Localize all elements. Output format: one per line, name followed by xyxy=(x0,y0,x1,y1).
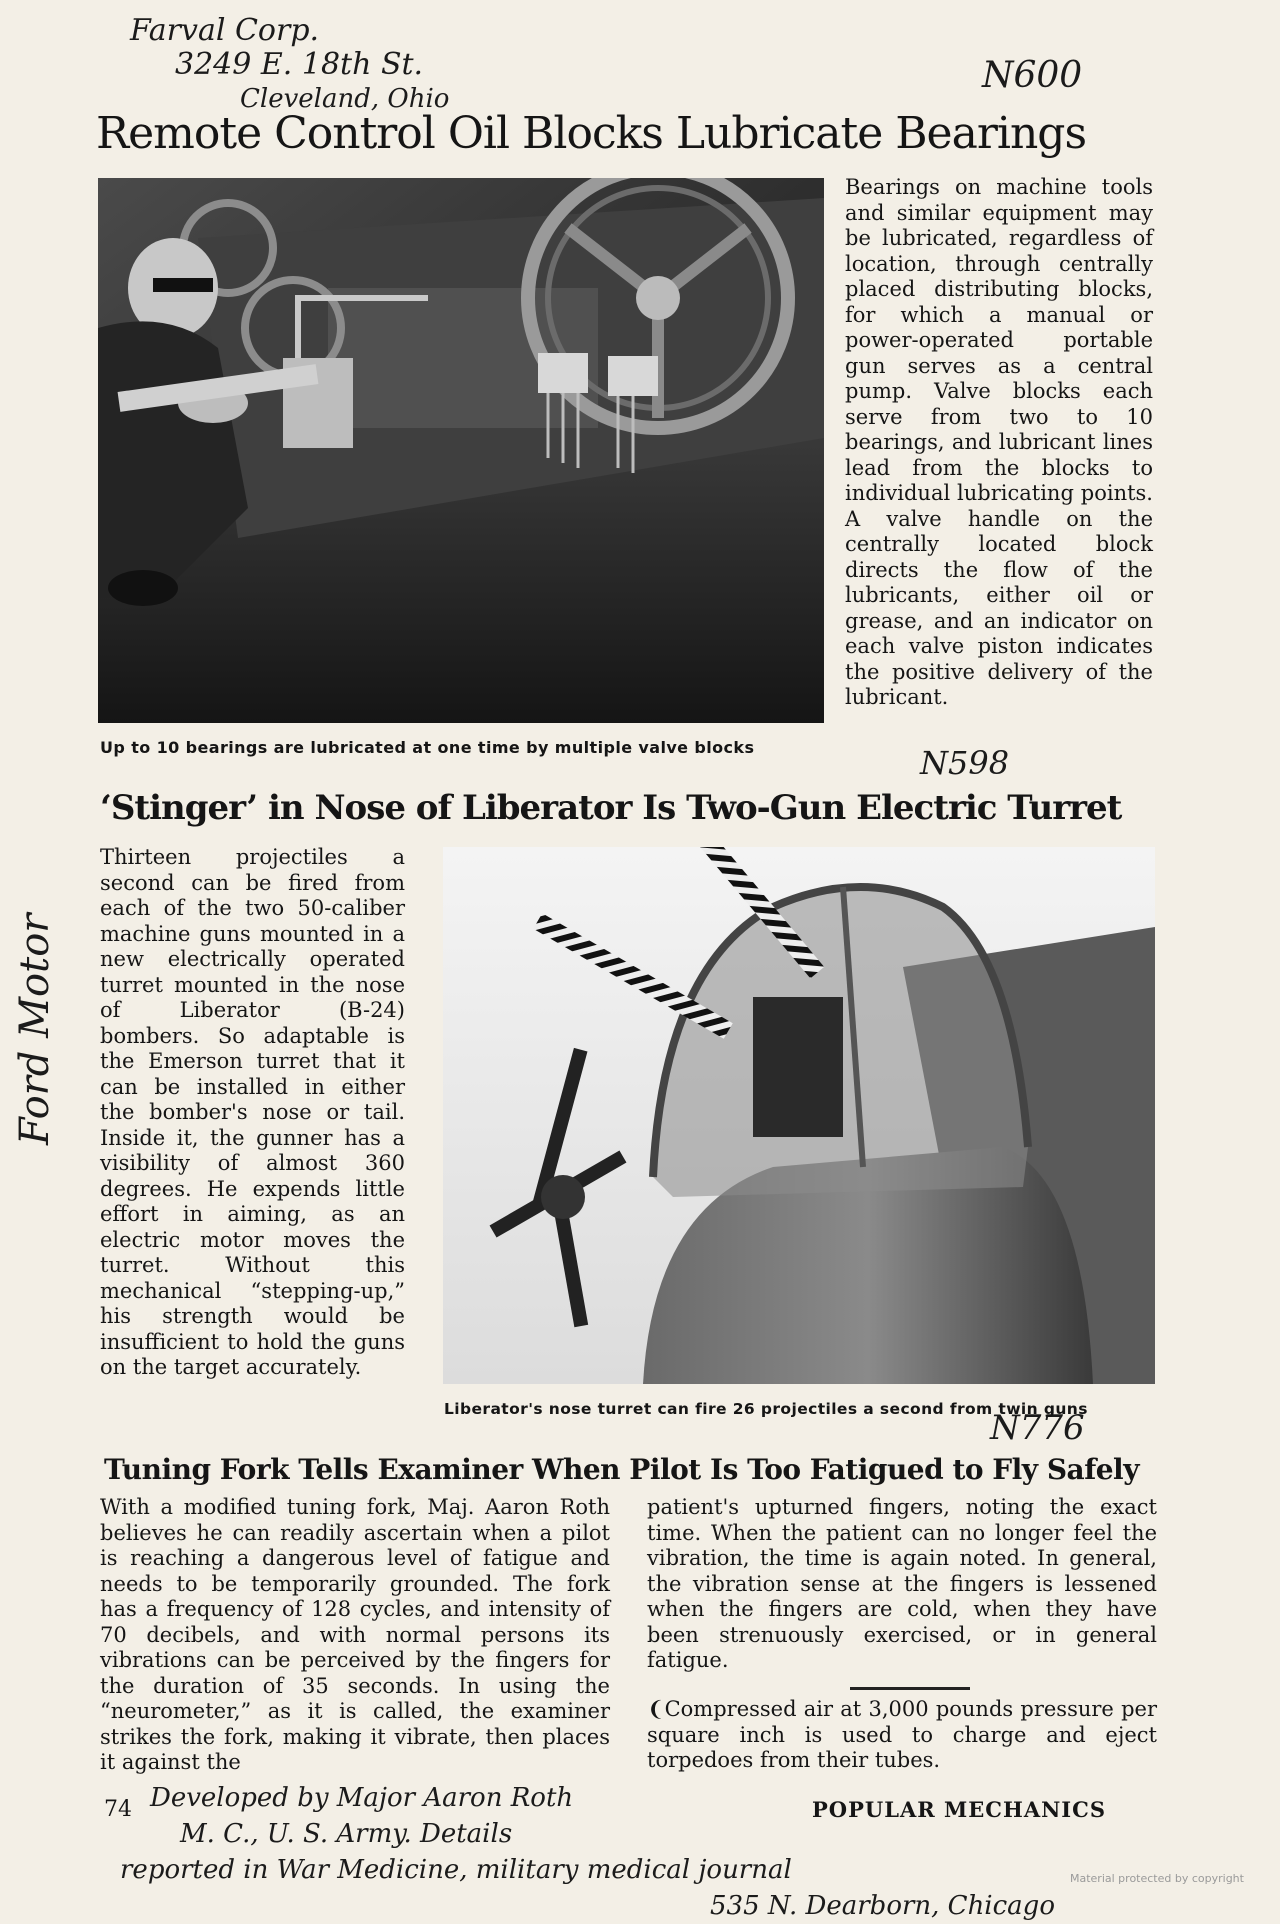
body-oil-blocks: Bearings on machine tools and similar equipment may be lubricated, regardless of location, through centrally placed distributing blocks, for which a manual or power-operated portable gun serves as a central pump. Valve blocks each serve from two to 10 bearings, and lubricant lines lead from the blocks to individual lubricating points. A valve handle on the centrally located block directs the flow of the lubricants, either oil or grease, and an indicator on each valve piston indicates the positive delivery of the lubricant. xyxy=(845,175,1153,709)
page-number: 74 xyxy=(104,1797,132,1822)
body-tuning-fork-col2: patient's upturned fingers, noting the exact time. When the patient can no longer feel the vibration, the time is again noted. In general, the vibration sense at the fingers is lessened when the fingers are cold, when they have been strenuously exercised, or in general fatigue. xyxy=(647,1495,1157,1672)
body-tuning-fork-col1: With a modified tuning fork, Maj. Aaron Roth believes he can readily ascertain when a pilot is reaching a dangerous level of fatigue and needs to be temporarily grounded. The fork has a frequency of 128 cycles, and intensity of 70 decibels, and with normal persons its vibrations can be perceived by the fingers for the duration of 35 seconds. In using the “neurometer,” as it is called, the examiner strikes the fork, making it vibrate, then places it against the xyxy=(100,1495,610,1774)
headline-stinger: ‘Stinger’ in Nose of Liberator Is Two-Gun Electric Turret xyxy=(100,788,1122,828)
handwritten-code-n600: N600 xyxy=(982,55,1083,96)
handwritten-address xyxy=(130,14,449,116)
divider-rule xyxy=(850,1687,970,1690)
handwritten-line: Cleveland, Ohio xyxy=(240,84,450,114)
handwritten-code-n598: N598 xyxy=(920,744,1010,782)
headline-oil-blocks: Remote Control Oil Blocks Lubricate Bearings xyxy=(96,108,1087,159)
handwritten-line: Developed by Major Aaron Roth xyxy=(150,1783,574,1813)
copyright-watermark: Material protected by copyright xyxy=(1070,1872,1244,1885)
photo-machine-lubrication xyxy=(98,178,824,723)
publication-name: POPULAR MECHANICS xyxy=(812,1797,1107,1822)
handwritten-code-n776: N776 xyxy=(990,1408,1085,1448)
photo-liberator-turret xyxy=(443,847,1155,1384)
body-stinger: Thirteen projectiles a second can be fired from each of the two 50-caliber machine guns mounted in a new electrically operated turret mounted in the nose of Liberator (B-24) bombers. So adaptable is the Emerson turret that it can be installed in either the bomber's nose or tail. Inside it, the gunner has a visibility of almost 360 degrees. He expends little effort in aiming, as an electric motor moves the turret. Without this mechanical “stepping-up,” his strength would be insufficient to hold the guns on the target accurately. xyxy=(100,845,405,1379)
caption-oil-blocks: Up to 10 bearings are lubricated at one time by multiple valve blocks xyxy=(100,738,755,757)
handwritten-line: 535 N. Dearborn, Chicago xyxy=(710,1891,1055,1921)
handwritten-line: reported in War Medicine, military medical journal xyxy=(120,1855,792,1885)
handwritten-line: Farval Corp. xyxy=(130,13,320,48)
caption-stinger: Liberator's nose turret can fire 26 projectiles a second from twin guns xyxy=(444,1400,1088,1418)
machine-photo-illustration xyxy=(98,178,824,723)
note-compressed-air: ❨Compressed air at 3,000 pounds pressure per square inch is used to charge and eject torpedoes from their tubes. xyxy=(647,1697,1157,1772)
headline-tuning-fork: Tuning Fork Tells Examiner When Pilot Is Too Fatigued to Fly Safely xyxy=(104,1453,1139,1486)
turret-photo-illustration xyxy=(443,847,1155,1384)
handwritten-ford-motor: Ford Motor xyxy=(12,913,58,1145)
handwritten-footnote xyxy=(120,1780,1055,1924)
handwritten-line: M. C., U. S. Army. Details xyxy=(180,1819,513,1849)
handwritten-line: 3249 E. 18th St. xyxy=(175,47,424,82)
